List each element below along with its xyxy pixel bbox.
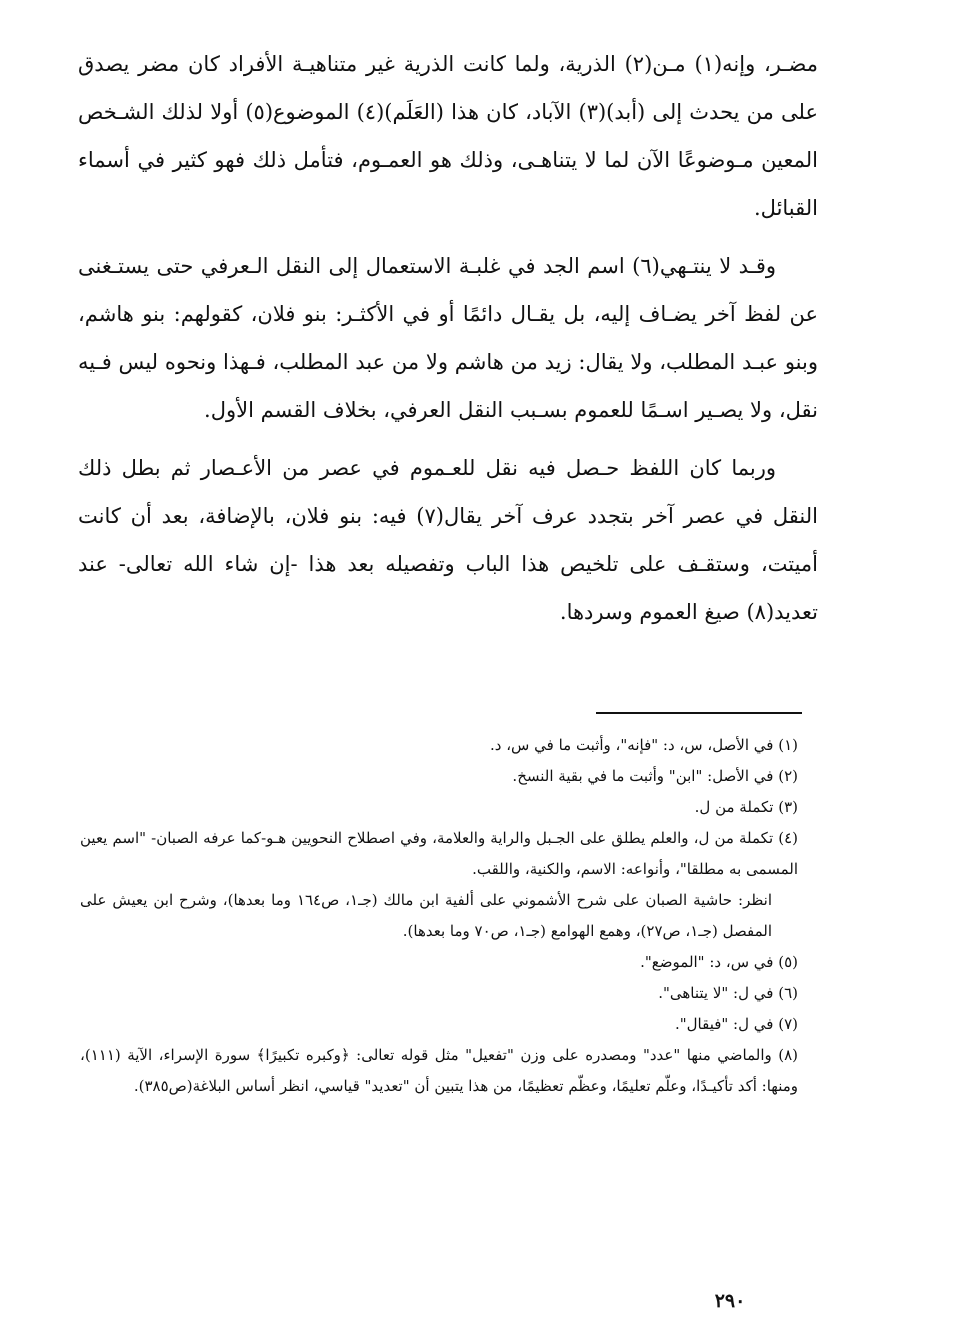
page-number: ٢٩٠ <box>714 1290 746 1312</box>
paragraph-3: وربما كان اللفظ حـصل فيه نقل للعـموم في عصر من الأعـصار ثم بطل ذلك النقل في عصر آخر بتجدد عرف آخر يقال(٧) فيه: بنو فلان، بالإضافة، بعد أن كانت أميتت، وستقـف على تلخيص هذا الباب وتفصيله بعد هذا -إن شاء الله تعالى- عند تعديد(٨) صيغ العموم وسردها. <box>78 456 818 624</box>
footnotes <box>80 730 798 1102</box>
footnote-4: (٤) تكملة من ل، والعلم يطلق على الجـبل والراية والعلامة، وفي اصطلاح النحويين هـو-كما عرفه الصبان- "اسم يعين المسمى به مطلقا"، وأنواعه: الاسم، والكنية، واللقب. <box>80 829 798 878</box>
footnote-1: (١) في الأصل، س، د: "فإنه"، وأثبت ما في س، د. <box>490 736 798 754</box>
paragraph-2: وقـد لا ينتـهي(٦) اسم الجد في غلبـة الاستعمال إلى النقل الـعرفي حتى يستـغنى عن لفظ آخر يضـاف إليه، بل يقـال دائمًا أو في الأكثـر: بنو فلان، كقولهم: بنو هاشم، وبنو عبـد المطلب، ولا يقال: زيد من هاشم ولا من عبد المطلب، فـهذا ونحوه ليس فـيه نقل، ولا يصـير اسـمًا للعموم بسـبب النقل العرفي، بخلاف القسم الأول. <box>78 254 818 422</box>
footnote-7: (٧) في ل: "فيقال". <box>674 1015 798 1033</box>
footnote-divider <box>596 712 802 714</box>
footnote-3: (٣) تكملة من ل. <box>694 798 798 816</box>
footnote-2: (٢) في الأصل: "ابن" وأثبت ما في بقية النسخ. <box>512 767 798 785</box>
paragraph-1: مضـر، وإنه(١) مـن(٢) الذرية، ولما كانت الذرية غير متناهيـة الأفراد كان مضر يصدق على من يحدث إلى (أبد)(٣) الآباد، كان هذا (العَلَم)(٤) الموضوع(٥) أولا لذلك الشـخص المعين مـوضوعًا الآن لما لا يتناهـى، وذلك هو العمـوم، فتأمل ذلك فهو كثير في أسماء القبائل. <box>78 52 819 220</box>
footnote-5: (٥) في س، د: "الموضع". <box>640 953 798 971</box>
main-text <box>78 40 818 646</box>
footnote-4-continued: انظر: حاشية الصبان على شرح الأشموني على ألفية ابن مالك (جـ١، ص١٦٤ وما بعدها)، وشرح ابن يعيش على المفصل (جـ١، ص٢٧)، وهمع الهوامع (جـ١، ص٧٠ وما بعدها). <box>80 891 772 940</box>
footnote-6: (٦) في ل: "لا يتناهى". <box>658 984 798 1002</box>
footnote-8: (٨) والماضي منها "عدد" ومصدره على وزن "تفعيل" مثل قوله تعالى: ﴿وكبره تكبيرًا﴾ سورة الإسراء، الآية (١١١)، ومنها: أكد تأكيـدًا، وعلّم تعليمًا، وعظّم تعظيمًا، من هذا يتبين أن "تعديد" قياسي، انظر أساس البلاغة(ص٣٨٥). <box>80 1046 798 1095</box>
